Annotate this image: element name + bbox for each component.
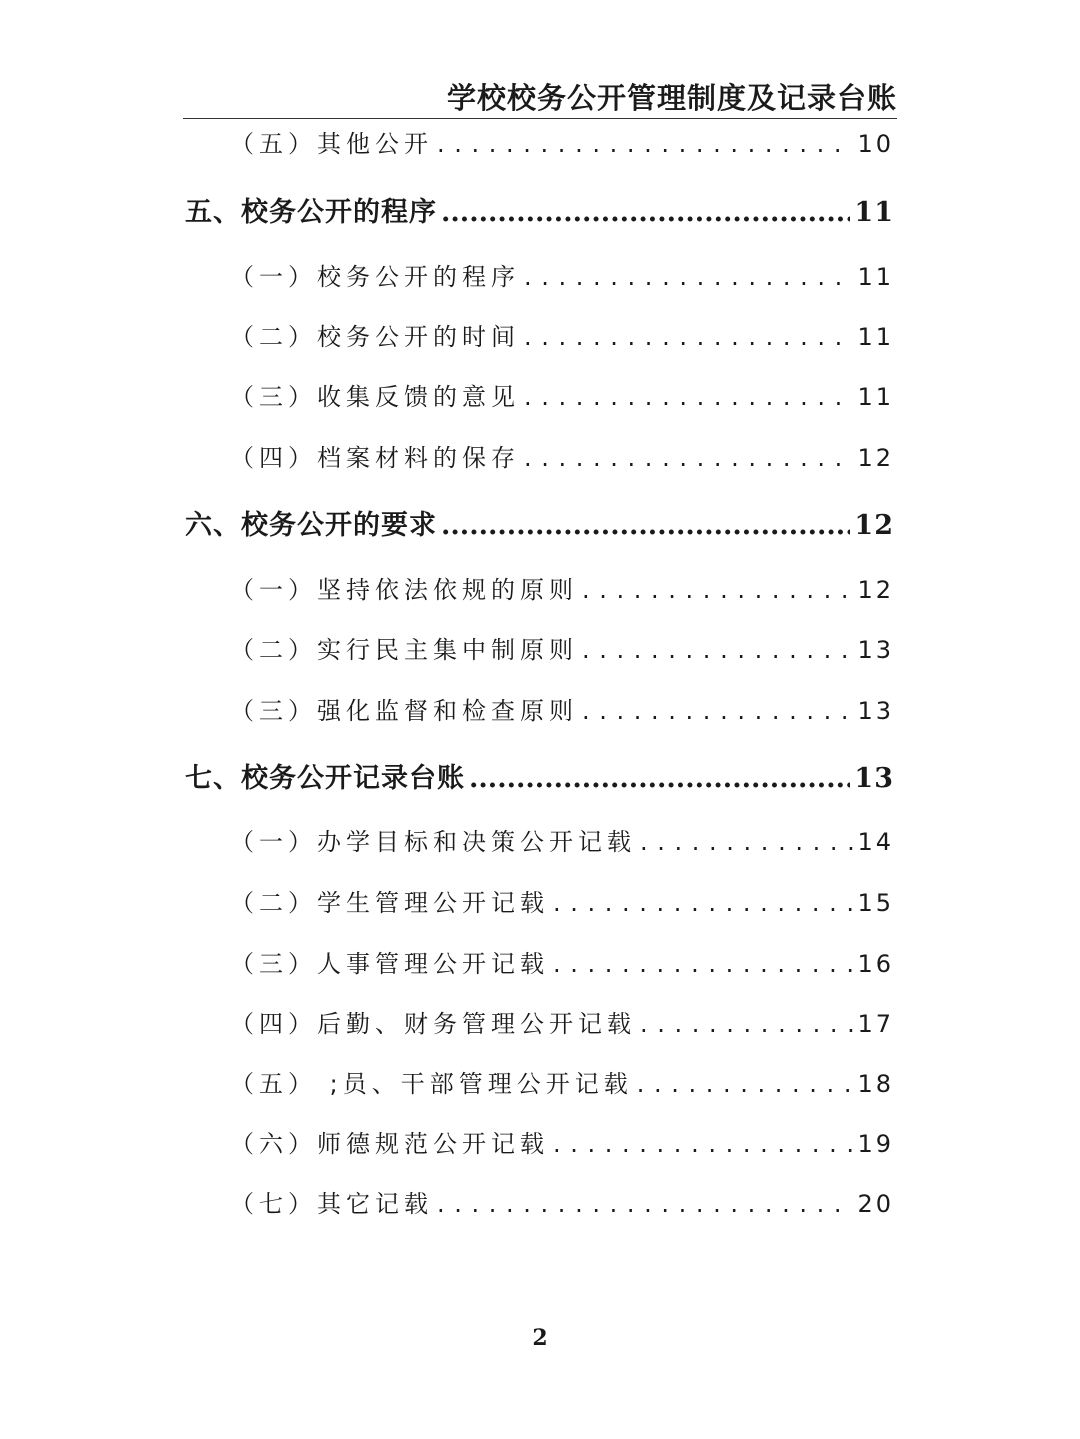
toc-entry-page: 13	[857, 636, 894, 664]
toc-entry-label: （四）后勤、财务管理公开记载	[230, 1010, 636, 1038]
toc-entry[interactable]	[230, 317, 894, 352]
toc-entry[interactable]	[230, 124, 894, 159]
dot-leader	[437, 130, 853, 158]
toc-entry-page: 20	[857, 1190, 894, 1218]
toc-entry-label: （二）校务公开的时间	[230, 323, 520, 351]
toc-entry-page: 12	[854, 510, 894, 541]
toc-entry-page: 11	[854, 197, 894, 228]
toc-entry[interactable]	[230, 570, 894, 605]
dot-leader	[524, 323, 853, 351]
toc-entry-label: （一）坚持依法依规的原则	[230, 576, 578, 604]
toc-entry[interactable]	[230, 944, 894, 979]
toc-entry[interactable]	[230, 1004, 894, 1039]
dot-leader	[469, 763, 850, 794]
toc-entry[interactable]	[230, 883, 894, 918]
document-title: 学校校务公开管理制度及记录台账	[446, 81, 897, 115]
toc-entry-label: 五、校务公开的程序	[185, 197, 437, 228]
toc-entry-page: 16	[857, 950, 894, 978]
toc-entry-label: 七、校务公开记录台账	[185, 763, 465, 794]
toc-entry-label: 六、校务公开的要求	[185, 510, 437, 541]
toc-entry-label: （二）实行民主集中制原则	[230, 636, 578, 664]
toc-entry-page: 14	[857, 828, 894, 856]
toc-entry[interactable]	[230, 1064, 894, 1099]
toc-entry-label: （三）收集反馈的意见	[230, 383, 520, 411]
toc-entry-label: （三）强化监督和检查原则	[230, 697, 578, 725]
page-number: 2	[532, 1325, 548, 1351]
dot-leader	[437, 1190, 853, 1218]
toc-entry-label: （四）档案材料的保存	[230, 444, 520, 472]
dot-leader	[524, 444, 853, 472]
toc-entry[interactable]	[230, 377, 894, 412]
toc-entry[interactable]	[230, 822, 894, 857]
toc-entry-label: （五）其他公开	[230, 130, 433, 158]
header-divider	[183, 118, 897, 119]
toc-entry-page: 11	[857, 263, 894, 291]
toc-entry-page: 18	[857, 1070, 894, 1098]
toc-entry-page: 13	[854, 763, 894, 794]
dot-leader	[524, 383, 853, 411]
toc-entry-label: （六）师德规范公开记载	[230, 1130, 549, 1158]
toc-entry[interactable]	[230, 438, 894, 473]
toc-entry-label: （一）校务公开的程序	[230, 263, 520, 291]
toc-entry-label: （一）办学目标和决策公开记载	[230, 828, 636, 856]
toc-entry-page: 19	[857, 1130, 894, 1158]
toc-entry[interactable]	[230, 1124, 894, 1159]
dot-leader	[553, 1130, 853, 1158]
toc-entry[interactable]	[185, 503, 894, 542]
toc-entry[interactable]	[230, 691, 894, 726]
toc-entry[interactable]	[230, 630, 894, 665]
dot-leader	[441, 197, 850, 228]
toc-entry-page: 11	[857, 323, 894, 351]
dot-leader	[640, 1010, 853, 1038]
toc-entry-page: 17	[857, 1010, 894, 1038]
dot-leader	[640, 828, 853, 856]
toc-entry-label: （七）其它记载	[230, 1190, 433, 1218]
dot-leader	[553, 889, 853, 917]
dot-leader	[553, 950, 853, 978]
toc-entry-page: 11	[857, 383, 894, 411]
toc-entry-page: 13	[857, 697, 894, 725]
toc-entry-page: 12	[857, 576, 894, 604]
toc-entry[interactable]	[185, 756, 894, 795]
toc-entry-page: 12	[857, 444, 894, 472]
dot-leader	[441, 510, 850, 541]
toc-entry-page: 15	[857, 889, 894, 917]
toc-entry-label: （五） ;员、干部管理公开记载	[230, 1070, 633, 1098]
dot-leader	[637, 1070, 854, 1098]
toc-entry[interactable]	[230, 257, 894, 292]
toc-entry[interactable]	[230, 1184, 894, 1219]
toc-entry[interactable]	[185, 190, 894, 229]
toc-entry-label: （三）人事管理公开记载	[230, 950, 549, 978]
dot-leader	[524, 263, 853, 291]
dot-leader	[582, 576, 853, 604]
toc-entry-page: 10	[857, 130, 894, 158]
toc-entry-label: （二）学生管理公开记载	[230, 889, 549, 917]
dot-leader	[582, 697, 853, 725]
dot-leader	[582, 636, 853, 664]
